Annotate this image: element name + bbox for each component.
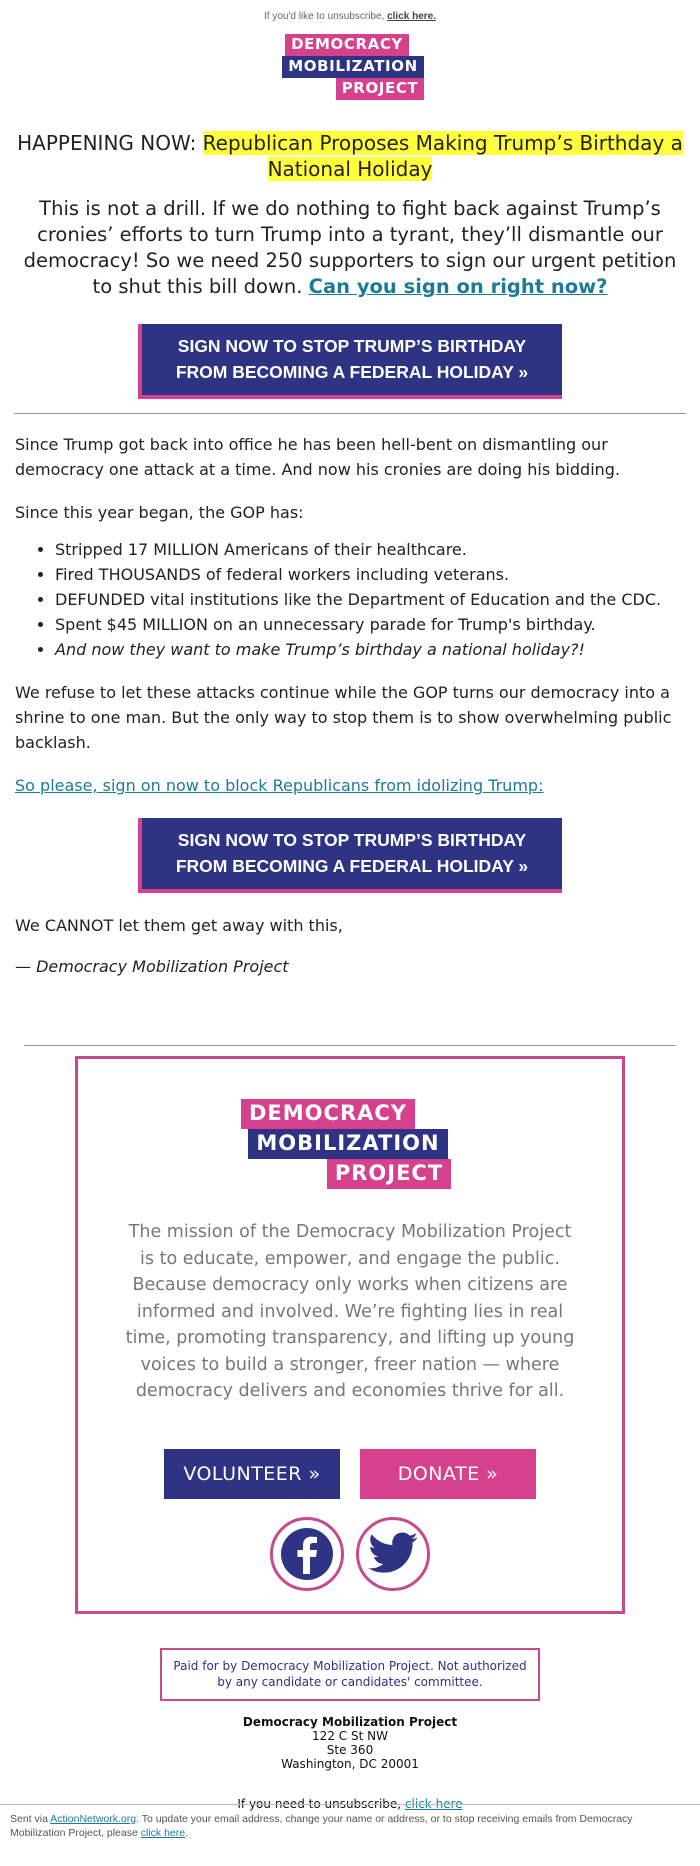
address-street: 122 C St NW bbox=[312, 1728, 388, 1743]
closing-content bbox=[0, 913, 700, 979]
signature-text: — Democracy Mobilization Project bbox=[15, 957, 289, 976]
top-unsubscribe-text: If you'd like to unsubscribe, bbox=[263, 11, 385, 22]
top-unsubscribe bbox=[0, 0, 700, 30]
volunteer-button[interactable]: VOLUNTEER » bbox=[164, 1449, 340, 1499]
logo-line-3: PROJECT bbox=[327, 1159, 451, 1189]
sent-via-prefix: Sent via bbox=[10, 1813, 48, 1825]
footer-box bbox=[75, 1056, 625, 1614]
logo-line-1: DEMOCRACY bbox=[241, 1099, 415, 1129]
cta-line-2: FROM BECOMING A FEDERAL HOLIDAY » bbox=[175, 362, 529, 382]
body-paragraph-2: Since this year began, the GOP has: bbox=[15, 503, 304, 522]
bottom-unsubscribe-text: If you need to unsubscribe, bbox=[237, 1796, 402, 1811]
sign-on-link[interactable]: So please, sign on now to block Republicans from idolizing Trump: bbox=[15, 776, 544, 795]
divider-top bbox=[14, 413, 686, 414]
social-links bbox=[118, 1517, 582, 1591]
address-city: Washington, DC 20001 bbox=[281, 1756, 419, 1771]
twitter-link[interactable] bbox=[356, 1517, 430, 1591]
bottom-unsubscribe-link[interactable]: click here bbox=[404, 1796, 463, 1811]
headline-prefix: HAPPENING NOW: bbox=[17, 131, 197, 155]
sign-now-button-top[interactable] bbox=[138, 324, 562, 399]
sent-via-end: . bbox=[185, 1827, 189, 1839]
actionnetwork-link[interactable]: ActionNetwork.org bbox=[50, 1813, 137, 1825]
body-content bbox=[0, 432, 700, 798]
signature bbox=[15, 954, 685, 979]
body-link-paragraph bbox=[15, 773, 685, 798]
footer-buttons bbox=[118, 1449, 582, 1499]
closing-line: We CANNOT let them get away with this, bbox=[15, 916, 343, 935]
footer-logo bbox=[118, 1099, 582, 1189]
italic-text: And now they want to make Trump’s birthday a national holiday?! bbox=[55, 640, 585, 659]
list-item-italic bbox=[55, 637, 685, 662]
logo-line-2: MOBILIZATION bbox=[282, 56, 423, 78]
update-preferences-link[interactable]: click here bbox=[140, 1827, 186, 1839]
sent-via-text: . To update your email address, change your name or address, or to stop receiving emails from Democracy Mobilization Project, please bbox=[10, 1813, 633, 1839]
logo-line-2: MOBILIZATION bbox=[248, 1129, 447, 1159]
cta-line-1: SIGN NOW TO STOP TRUMP’S BIRTHDAY bbox=[177, 336, 527, 356]
header-logo bbox=[0, 34, 700, 100]
intro-sign-link[interactable]: Can you sign on right now? bbox=[308, 275, 608, 298]
list-item: • Fired THOUSANDS of federal workers including veterans. bbox=[55, 562, 685, 587]
logo-line-1: DEMOCRACY bbox=[285, 34, 409, 56]
address-org: Democracy Mobilization Project bbox=[242, 1714, 458, 1729]
list-item: • DEFUNDED vital institutions like the Department of Education and the CDC. bbox=[55, 587, 685, 612]
body-paragraph-3: We refuse to let these attacks continue while the GOP turns our democracy into a shrine to one man. But the only way to stop them is to show overwhelming public backlash. bbox=[15, 683, 672, 752]
mission-statement: The mission of the Democracy Mobilization Project is to educate, empower, and engage the public. Because democracy only works when citizens are informed and involved. We’re fighting lies in real time, promoting transparency, and lifting up young voices to build a stronger, freer nation — where democracy delivers and economies thrive for all. bbox=[125, 1222, 575, 1401]
list-item: • Spent $45 MILLION on an unnecessary parade for Trump's birthday. bbox=[55, 612, 685, 637]
paid-for-disclaimer: Paid for by Democracy Mobilization Project. Not authorized by any candidate or candidates' committee. bbox=[160, 1648, 540, 1701]
sent-via-footer bbox=[0, 1804, 700, 1840]
divider-footer bbox=[24, 1045, 676, 1046]
cta-wrap-top bbox=[0, 324, 700, 399]
gop-actions-list bbox=[15, 537, 685, 662]
intro-paragraph bbox=[0, 196, 700, 300]
address-suite: Ste 360 bbox=[326, 1742, 374, 1757]
mailing-address bbox=[0, 1715, 700, 1771]
body-paragraph-1: Since Trump got back into office he has been hell-bent on dismantling our democracy one attack at a time. And now his cronies are doing his bidding. bbox=[15, 435, 621, 479]
sign-now-button-bottom[interactable] bbox=[138, 818, 562, 893]
headline-highlight: Republican Proposes Making Trump’s Birthday a National Holiday bbox=[202, 131, 683, 181]
twitter-icon bbox=[366, 1527, 420, 1581]
facebook-icon bbox=[279, 1526, 335, 1582]
facebook-link[interactable] bbox=[270, 1517, 344, 1591]
top-unsubscribe-link[interactable]: click here. bbox=[387, 11, 436, 22]
cta-wrap-bottom bbox=[0, 818, 700, 893]
logo-line-3: PROJECT bbox=[336, 78, 425, 100]
headline bbox=[0, 130, 700, 182]
donate-button[interactable]: DONATE » bbox=[360, 1449, 536, 1499]
cta-line-2: FROM BECOMING A FEDERAL HOLIDAY » bbox=[175, 856, 529, 876]
list-item: • Stripped 17 MILLION Americans of their healthcare. bbox=[55, 537, 685, 562]
intro-text: This is not a drill. If we do nothing to fight back against Trump’s cronies’ efforts to turn Trump into a tyrant, they’ll dismantle our democracy! So we need 250 supporters to sign our urgent petition to shut this bill down. bbox=[23, 197, 677, 298]
cta-line-1: SIGN NOW TO STOP TRUMP’S BIRTHDAY bbox=[177, 830, 527, 850]
